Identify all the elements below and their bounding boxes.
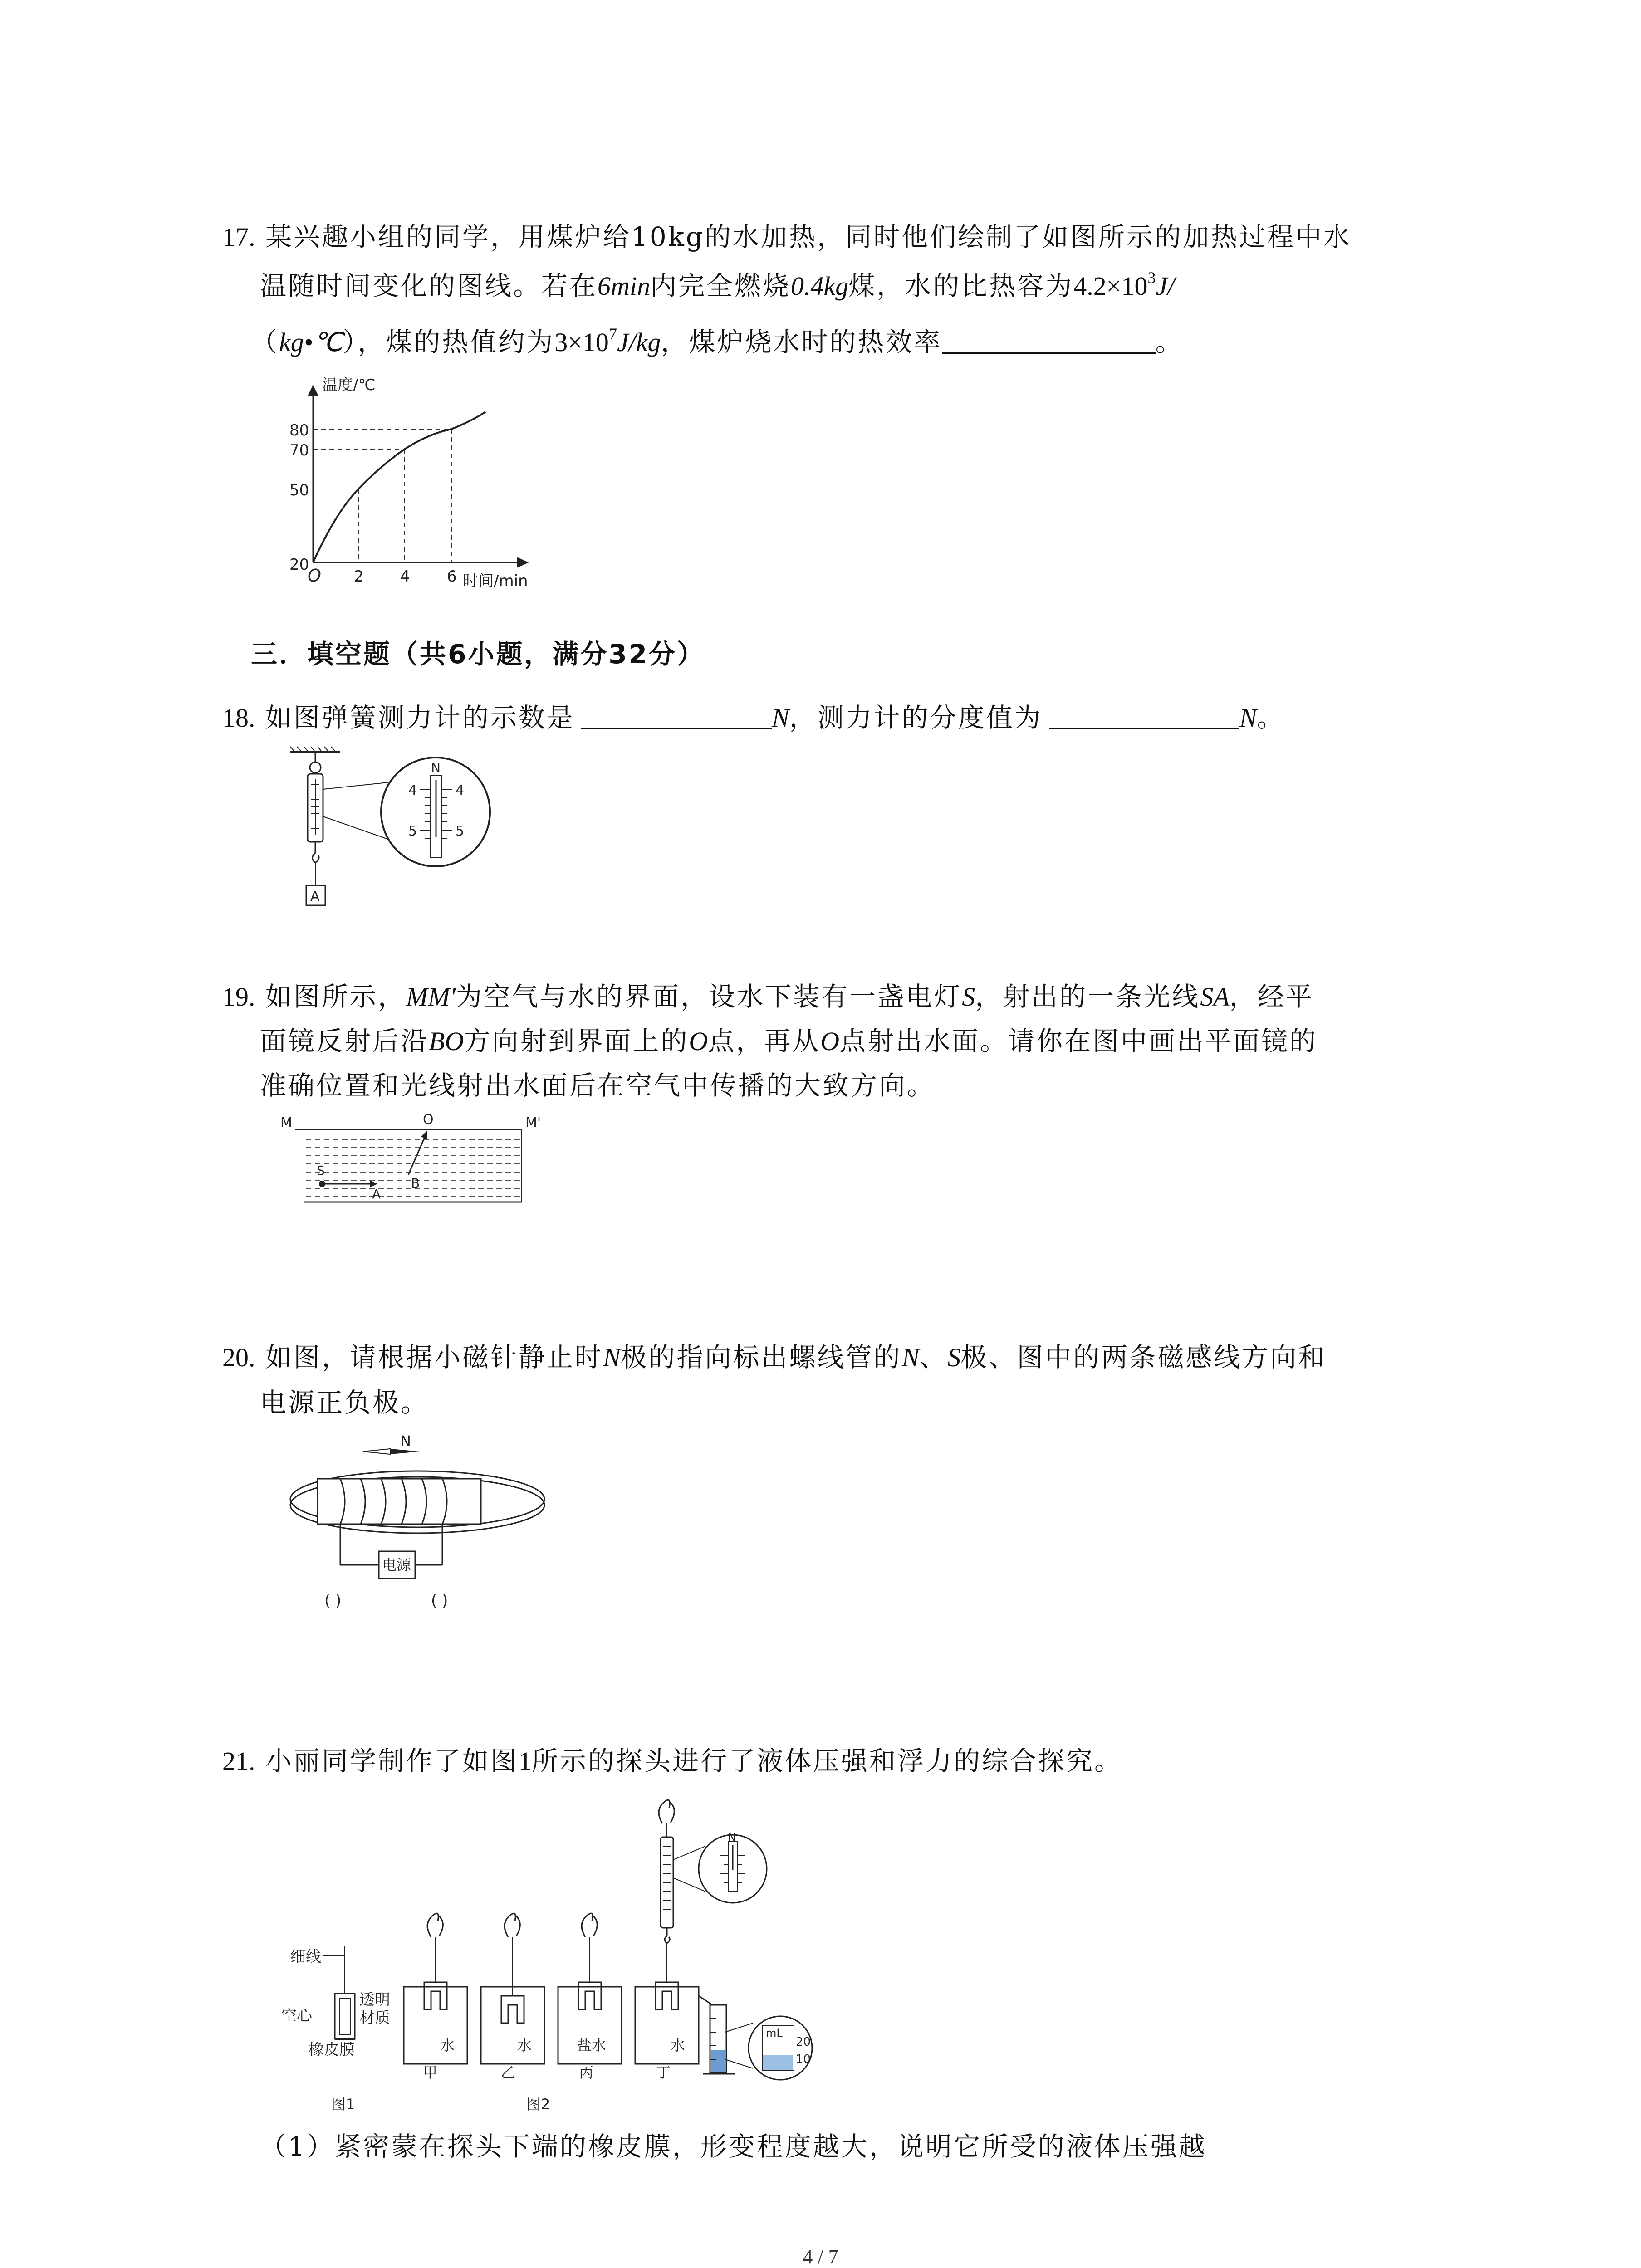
q18-unit-label: N xyxy=(431,760,441,775)
q17-answer-blank[interactable] xyxy=(942,327,1156,354)
q21-label-material: 材质 xyxy=(359,2009,390,2027)
q21-label-membrane: 橡皮膜 xyxy=(309,2041,355,2059)
q19-number: 19. xyxy=(222,982,255,1012)
q17-text-1: 某兴趣小组的同学，用煤炉给10kg的水加热，同时他们绘制了如图所示的加热过程中水 xyxy=(265,221,1352,252)
q17-graph-ytick-70: 70 xyxy=(289,441,309,459)
q21-number: 21. xyxy=(222,1746,255,1776)
q20-polarity-left[interactable]: ( ) xyxy=(324,1592,342,1610)
svg-text:丁: 丁 xyxy=(656,2064,671,2081)
q21-label-transparent: 透明 xyxy=(359,1991,390,2009)
svg-text:mL: mL xyxy=(766,2027,783,2039)
q21-beaker-ding xyxy=(635,1800,812,2081)
q17-graph-xtick-6: 6 xyxy=(447,567,457,586)
svg-text:4: 4 xyxy=(408,782,417,798)
q19-refraction-figure xyxy=(277,1111,558,1211)
svg-text:丙: 丙 xyxy=(579,2064,594,2081)
q19-label-A: A xyxy=(372,1187,381,1202)
svg-text:水: 水 xyxy=(517,2037,532,2054)
q19-label-M: M xyxy=(280,1115,292,1131)
q19-label-S: S xyxy=(317,1163,325,1178)
svg-text:5: 5 xyxy=(408,823,417,839)
q17-graph-ytick-20: 20 xyxy=(289,556,309,574)
q18-spring-scale-figure xyxy=(272,744,544,925)
q18-number: 18. xyxy=(222,703,255,733)
q21-beaker-jia xyxy=(404,1913,467,2081)
svg-text:盐水: 盐水 xyxy=(577,2037,607,2054)
q17-graph-origin: O xyxy=(308,566,321,586)
q21-label-fig1: 图1 xyxy=(331,2096,355,2113)
q17-line-2: 温随时间变化的图线。若在6min内完全燃烧0.4kg煤，水的比热容为$4.2\times 10^3J/$ xyxy=(260,269,1175,301)
svg-text:4: 4 xyxy=(456,782,465,798)
q17-graph-ytick-80: 80 xyxy=(289,421,309,440)
q20-line-2: 电源正负极。 xyxy=(260,1387,429,1418)
q20-polarity-right[interactable]: ( ) xyxy=(431,1592,448,1610)
q21-label-thread: 细线 xyxy=(290,1948,321,1966)
svg-text:水: 水 xyxy=(440,2037,455,2054)
q19-label-O: O xyxy=(423,1112,434,1128)
q17-graph-xtick-2: 2 xyxy=(354,567,364,586)
q20-solenoid-figure xyxy=(281,1429,554,1628)
q20-power-source-label: 电源 xyxy=(382,1556,411,1574)
section-title: 三．填空题（共6小题，满分32分） xyxy=(251,639,705,670)
svg-text:10: 10 xyxy=(796,2053,811,2066)
q19-line-1: 19. 如图所示，MM′为空气与水的界面，设水下装有一盏电灯S，射出的一条光线SA，经平 xyxy=(222,981,1314,1012)
q19-line-3: 准确位置和光线射出水面后在空气中传播的大致方向。 xyxy=(260,1070,936,1101)
q19-line-2: 面镜反射后沿BO方向射到界面上的O点，再从O点射出水面。请你在图中画出平面镜的 xyxy=(260,1026,1318,1056)
svg-text:N: N xyxy=(728,1831,736,1843)
q17-line-1 xyxy=(222,218,1352,256)
svg-text:5: 5 xyxy=(456,823,465,839)
q21-apparatus-figure xyxy=(281,1796,848,2123)
page-number: 4 / 7 xyxy=(803,2246,838,2268)
q18-box-label: A xyxy=(310,889,320,904)
q17-graph-xlabel: 时间/min xyxy=(463,572,528,590)
q17-graph-ytick-50: 50 xyxy=(289,481,309,499)
q20-needle-label: N xyxy=(400,1432,411,1450)
q17-number: 17. xyxy=(222,222,255,252)
q19-label-Mprime: M' xyxy=(525,1115,541,1131)
svg-text:20: 20 xyxy=(796,2035,811,2049)
svg-text:甲: 甲 xyxy=(423,2064,438,2081)
q17-graph-xtick-4: 4 xyxy=(400,567,410,586)
svg-text:水: 水 xyxy=(671,2037,686,2054)
q21-line-1: 21. 小丽同学制作了如图1所示的探头进行了液体压强和浮力的综合探究。 xyxy=(222,1745,1122,1776)
q18-line-1: 18. 如图弹簧测力计的示数是 N，测力计的分度值为 N。 xyxy=(222,702,1285,733)
q21-beaker-yi xyxy=(481,1913,544,2081)
q21-subquestion-1: （1）紧密蒙在探头下端的橡皮膜，形变程度越大，说明它所受的液体压强越 xyxy=(260,2131,1207,2162)
q21-label-fig2: 图2 xyxy=(526,2096,550,2113)
q21-label-hollow: 空心 xyxy=(281,2007,312,2025)
q18-blank-reading[interactable] xyxy=(581,703,772,729)
q17-line-3: （kg•℃），煤的热值约为$3\times 10^7J/kg$，煤炉烧水时的热效率 。 xyxy=(251,325,1184,357)
svg-text:乙: 乙 xyxy=(501,2064,516,2081)
q17-temperature-graph xyxy=(272,376,563,590)
q20-line-1: 20. 如图，请根据小磁针静止时N极的指向标出螺线管的N、S极、图中的两条磁感线方向和 xyxy=(222,1342,1327,1373)
q21-beaker-bing xyxy=(558,1913,622,2081)
q19-label-B: B xyxy=(411,1176,420,1191)
q20-number: 20. xyxy=(222,1343,255,1372)
q17-graph-ylabel: 温度/℃ xyxy=(322,376,376,394)
q18-blank-division[interactable] xyxy=(1049,703,1239,729)
